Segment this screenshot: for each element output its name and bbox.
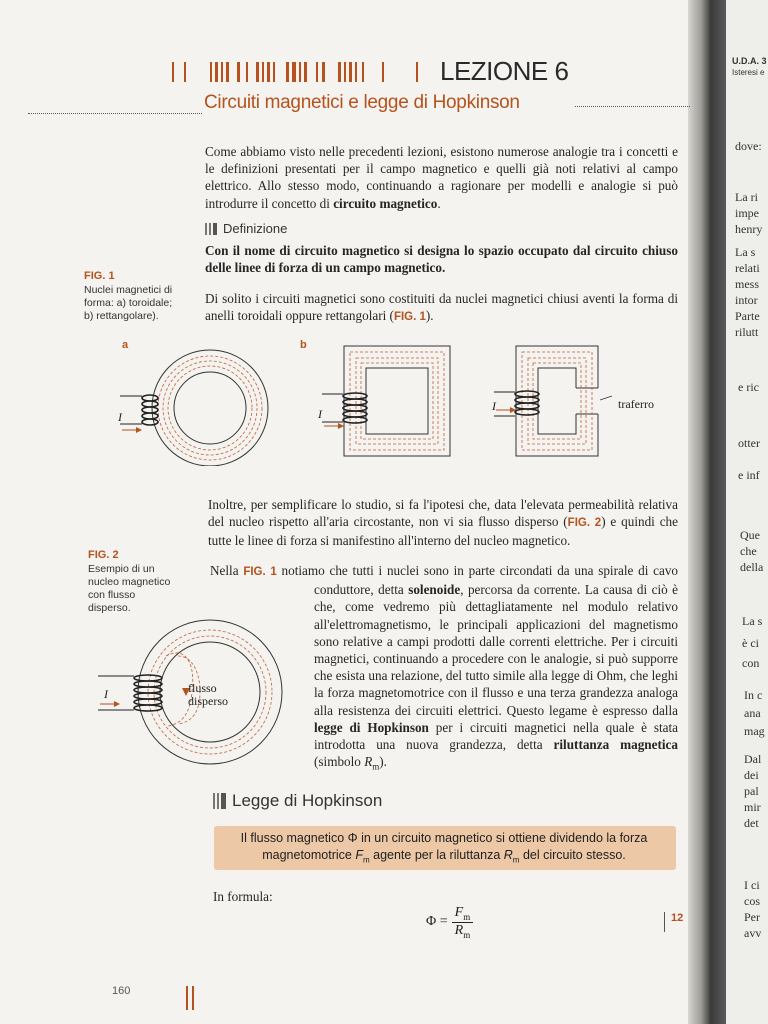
next-page-line: della [740,560,764,574]
term-riluttanza: riluttanza magnetica [553,737,678,753]
next-page-line: det [744,816,759,830]
nuclei-text-end: ). [425,308,434,324]
solenoid-text-6: ). [379,754,387,770]
next-page-header-2: Isteresi e [732,68,765,77]
law-line-2-a: magnetomotrice [262,848,356,862]
toroidal-core [117,350,268,466]
fig2-current-label: I [104,687,108,701]
hopkinson-heading [213,791,382,811]
fig1b-current-label: I [318,407,322,421]
header-barcode-decoration [172,60,422,84]
symbol-r: R [364,754,373,770]
section-bars-icon [205,223,217,235]
permeability-paragraph [208,496,678,550]
formula-lhs: Φ = [426,914,448,930]
next-page-line: dei [744,768,759,782]
formula-denominator [455,923,471,940]
rectangular-core [317,346,450,456]
next-page-line: henry [735,222,763,236]
fig1c-current-label: I [492,399,496,413]
solenoid-text-2: notiamo che tutti i nuclei sono in parte circondati da una spirale di cavo conduttore, detta [276,563,679,598]
law-box-text [224,830,664,869]
intro-text-end: . [437,195,441,211]
next-page-line: che [740,544,757,558]
next-page-line: e ric [738,380,759,394]
hopkinson-heading-text: Legge di Hopkinson [232,791,383,810]
next-page-line: I ci [744,878,760,892]
next-page-line: La s [735,245,756,259]
next-page-line: Parte [735,309,760,323]
fig1-label: FIG. 1 [84,270,115,282]
book-gutter [688,0,726,1024]
fig2-caption: Esempio di un nucleo magnetico con flusso disperso. [88,563,171,614]
term-legge-hopkinson: legge di Hopkinson [314,719,429,735]
permeability-text: Inoltre, per semplificare lo studio, si fa l'ipotesi che, data l'elevata permeabilità relativa del nucleo rispetto all'aria circostante, non vi sia flusso disperso ( [208,497,678,530]
next-page-line: pal [744,784,759,798]
law-line-2-b: agente per la riluttanza [369,848,504,862]
fig1-caption: Nuclei magnetici di forma: a) toroidale; b) rettangolare). [84,284,173,322]
next-page-line: Que [740,528,760,542]
formula-num-sub: m [463,911,471,922]
next-page-line: relati [735,261,760,275]
next-page-line: rilutt [735,325,759,339]
fig2-reference[interactable]: FIG. 2 [567,517,602,530]
next-page-line: impe [735,206,759,220]
formula-numerator [452,905,474,923]
fig2-flux-label-1: flusso [188,681,217,695]
next-page-line: La s [742,614,763,628]
text-wrap-spacer [210,562,314,772]
fig1-reference[interactable]: FIG. 1 [393,311,426,324]
law-rm-sub: m [512,855,520,865]
next-page-line: è ci [742,636,759,650]
section-bars-icon-2 [213,793,226,809]
next-page-line: In c [744,688,763,702]
solenoid-text-1: Nella [210,563,244,578]
hopkinson-formula [426,905,473,940]
next-page-line: Dal [744,752,762,766]
term-solenoide: solenoide [408,582,461,598]
next-page-line: con [742,656,760,670]
permeability-text-end: ) e quindi che tutte le linee di forza si manifestino all'interno del nucleo magnetico. [208,514,679,549]
definition-text: Con il nome di circuito magnetico si designa lo spazio occupato dal circuito chiuso delle linee di forza di un campo magnetico. [205,243,678,276]
law-fm: F [355,848,363,862]
gap-label: traferro [618,397,654,411]
nuclei-paragraph [205,290,678,326]
side-tab: 12 [664,912,683,932]
next-page-header-1: U.D.A. 3 [732,56,767,66]
formula-den-r: R [454,922,464,938]
next-page-line: mess [735,277,759,291]
next-page-line: intor [735,293,758,307]
page-number-bars [186,986,198,1015]
formula-num-f: F [454,905,464,920]
solenoid-text-3: , percorsa da corrente. La causa di ciò è che, come vedremo più dettagliatamente nel modulo relativo all'elettromagnetismo, le principali applicazioni del magnetismo sono relative a campi prodotti dalle correnti elettriche. Per i circuiti magnetici, continuando a procedere con le analogie, si può supporre che esista una relazione, del tutto simile alla legge di Ohm, che leghi la forza magnetomotrice con il flusso e una terza grandezza analoga alla resistenza dei circuiti elettrici. Questo legame è espresso dalla [314,582,678,718]
solenoid-paragraph [210,562,678,772]
fig1-tag-b: b [300,339,307,351]
in-formula-label: In formula: [213,889,273,904]
fig1-reference-2[interactable]: FIG. 1 [243,566,277,578]
law-line-2 [224,847,664,869]
header-dotted-rule-left [28,113,202,114]
law-line-2-c: del circuito stesso. [519,848,626,862]
intro-term: circuito magnetico [333,195,438,211]
fig2-flux-label-2: disperso [188,694,228,708]
next-page-line: cos [744,894,760,908]
next-page-line: otter [738,436,760,450]
next-page-line: Per [744,910,760,924]
law-fm-sub: m [362,855,370,865]
next-page-line: dove: [735,139,762,153]
formula-fraction [452,905,474,940]
law-rm: R [503,848,513,862]
next-page-line: avv [744,926,762,940]
symbol-r-sub: m [372,761,380,772]
next-page-line: mir [744,800,761,814]
fig1-tag-a: a [122,339,129,351]
next-page-line: ana [744,706,761,720]
fig2-label: FIG. 2 [88,549,119,561]
next-page-line: mag [744,724,765,738]
definition-heading-text: Definizione [223,221,288,236]
formula-den-sub: m [463,929,471,940]
nuclei-text: Di solito i circuiti magnetici sono costituiti da nuclei magnetici chiusi aventi la forma di anelli toroidali oppure rettangolari ( [205,291,678,324]
solenoid-text-5: (simbolo [314,754,365,770]
next-page-line: e inf [738,468,760,482]
next-page-line: La ri [735,190,758,204]
law-line-1: Il flusso magnetico Φ in un circuito magnetico si ottiene dividendo la forza [240,831,648,845]
intro-text: Come abbiamo visto nelle precedenti lezioni, esistono numerose analogie tra i concetti e le definizioni presentati per il campo magnetico e quelli già noti relativi al campo elettrico. Allo stesso modo, continuando a ragionare per modelli e analogie si può introdurre il concetto di [205,144,678,211]
definition-heading [205,221,287,236]
page-number: 160 [112,985,131,997]
solenoid-text-4: per i circuiti magnetici nella quale è stata introdotta una nuova grandezza, detta [314,719,678,753]
intro-paragraph [205,143,678,212]
chapter-title: Circuiti magnetici e legge di Hopkinson [204,92,520,113]
fig1a-current-label: I [118,410,122,424]
fig1-diagram [100,336,680,466]
header-dotted-rule-right [575,106,690,107]
rectangular-core-with-gap [491,346,654,456]
lesson-title: LEZIONE 6 [440,56,569,86]
